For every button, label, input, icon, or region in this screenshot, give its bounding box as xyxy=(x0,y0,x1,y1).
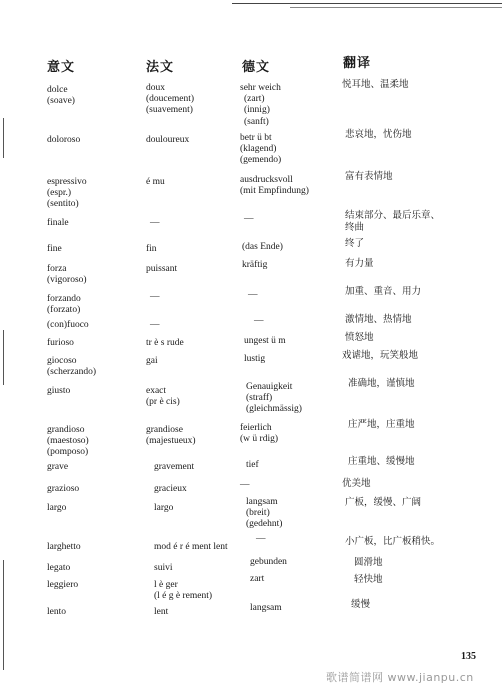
cell-german xyxy=(250,603,282,614)
binding-edge-mark xyxy=(3,330,4,385)
cell-line: gebunden xyxy=(250,557,287,567)
cell-line: douloureux xyxy=(146,135,190,145)
cell-line: (pr è cis) xyxy=(146,397,180,408)
cell-line: (espr.) xyxy=(47,188,72,199)
cell-german xyxy=(246,460,259,471)
cell-translation xyxy=(348,419,415,431)
cell-line: lent xyxy=(154,607,169,617)
cell-translation xyxy=(354,557,383,569)
cell-line: forzando xyxy=(47,294,81,304)
cell-line: 广板，缓慢、广阔 xyxy=(345,497,422,508)
cell-line: larghetto xyxy=(47,542,81,552)
cell-line: é mu xyxy=(146,177,165,187)
cell-line: (scherzando) xyxy=(47,367,97,378)
cell-french xyxy=(154,563,172,574)
cell-italian xyxy=(47,503,66,514)
cell-italian xyxy=(47,484,79,495)
cell-line: — xyxy=(256,534,266,544)
cell-line: doux xyxy=(146,83,165,93)
cell-translation xyxy=(345,210,440,234)
cell-german xyxy=(250,574,264,585)
cell-line: (sanft) xyxy=(244,116,269,127)
cell-line: betr ü bt xyxy=(240,133,272,143)
binding-edge-mark xyxy=(3,560,4,670)
cell-italian xyxy=(47,264,87,286)
cell-german xyxy=(254,316,264,327)
cell-line: gravement xyxy=(154,462,195,472)
cell-italian xyxy=(47,135,80,146)
cell-line: 圆滑地 xyxy=(354,557,383,568)
cell-italian xyxy=(47,607,66,618)
cell-line: (pomposo) xyxy=(47,447,89,458)
cell-line: (suavement) xyxy=(146,105,193,116)
cell-line: langsam xyxy=(246,497,278,507)
cell-line: zart xyxy=(250,574,265,584)
cell-italian xyxy=(47,563,70,574)
cell-italian xyxy=(47,386,70,397)
cell-line: langsam xyxy=(250,603,282,613)
cell-line: furioso xyxy=(47,338,74,348)
cell-french xyxy=(154,503,173,514)
cell-translation xyxy=(345,129,412,141)
cell-line: 缓慢 xyxy=(351,599,371,610)
header-italian: 意文 xyxy=(47,60,76,75)
cell-line: leggiero xyxy=(47,580,79,590)
cell-translation xyxy=(354,574,383,586)
cell-translation xyxy=(345,258,374,270)
cell-line: giocoso xyxy=(47,356,77,366)
cell-line: 小广板，比广板稍快。 xyxy=(345,536,441,547)
cell-line: 准确地，谨慎地 xyxy=(348,378,415,389)
cell-line: 庄重地、缓慢地 xyxy=(348,456,415,467)
cell-line: (gedehnt) xyxy=(246,519,283,530)
cell-line: 结束部分、最后乐章、 xyxy=(345,210,441,221)
cell-line: (l é g è rement) xyxy=(154,591,213,602)
cell-line: — xyxy=(150,292,160,302)
cell-line: 终了 xyxy=(345,238,365,249)
cell-line: lustig xyxy=(244,354,266,364)
cell-italian xyxy=(47,320,89,331)
cell-line: (maestoso) xyxy=(47,436,89,447)
cell-line: — xyxy=(150,218,160,228)
cell-line: dolce xyxy=(47,85,68,95)
cell-line: lento xyxy=(47,607,66,617)
binding-edge-mark xyxy=(3,118,4,158)
cell-german xyxy=(244,214,254,225)
header-translation: 翻译 xyxy=(343,56,372,71)
cell-line: l è ger xyxy=(154,580,178,590)
cell-translation xyxy=(342,350,418,362)
cell-translation xyxy=(345,171,393,183)
cell-line: ausdrucksvoll xyxy=(240,175,293,185)
cell-line: (das Ende) xyxy=(242,242,283,252)
cell-translation xyxy=(345,314,412,326)
cell-italian xyxy=(47,177,87,211)
cell-line: (straff) xyxy=(246,393,273,404)
header-french: 法文 xyxy=(146,60,175,75)
cell-line: tief xyxy=(246,460,259,470)
cell-translation xyxy=(348,378,415,390)
cell-line: grandiose xyxy=(146,425,183,435)
cell-french xyxy=(154,542,228,553)
cell-line: 庄严地，庄重地 xyxy=(348,419,415,430)
cell-line: (con)fuoco xyxy=(47,320,89,330)
cell-line: 愤怒地 xyxy=(345,332,374,343)
cell-line: (gleichmässig) xyxy=(246,404,302,415)
cell-line: (sentito) xyxy=(47,199,79,210)
cell-german xyxy=(242,260,267,271)
cell-line: doloroso xyxy=(47,135,81,145)
cell-german xyxy=(248,290,258,301)
cell-line: (breit) xyxy=(246,508,270,519)
cell-line: ungest ü m xyxy=(244,336,286,346)
cell-german xyxy=(240,423,278,445)
cell-line: Genauigkeit xyxy=(246,382,293,392)
top-rule xyxy=(232,3,502,4)
cell-line: giusto xyxy=(47,386,71,396)
cell-translation xyxy=(348,456,415,468)
header-german: 德文 xyxy=(242,60,271,75)
cell-italian xyxy=(47,462,68,473)
cell-line: grandioso xyxy=(47,425,85,435)
cell-line: largo xyxy=(47,503,67,513)
cell-line: 有力量 xyxy=(345,258,374,269)
cell-line: kräftig xyxy=(242,260,268,270)
cell-italian xyxy=(47,425,89,459)
cell-line: sehr weich xyxy=(240,83,281,93)
cell-french xyxy=(150,292,160,303)
cell-line: finale xyxy=(47,218,69,228)
cell-translation xyxy=(345,497,421,509)
cell-line: (klagend) xyxy=(240,144,277,155)
cell-line: gai xyxy=(146,356,158,366)
cell-french xyxy=(146,264,177,275)
cell-translation xyxy=(345,238,364,250)
cell-italian xyxy=(47,338,74,349)
cell-translation xyxy=(345,286,421,298)
cell-french xyxy=(146,338,184,349)
cell-german xyxy=(244,354,265,365)
cell-italian xyxy=(47,85,75,107)
cell-line: suivi xyxy=(154,563,173,573)
cell-line: 激情地、热情地 xyxy=(345,314,412,325)
cell-line: feierlich xyxy=(240,423,272,433)
cell-line: fine xyxy=(47,244,62,254)
cell-line: 悦耳地、温柔地 xyxy=(342,79,409,90)
cell-french xyxy=(150,218,160,229)
cell-french xyxy=(146,135,189,146)
cell-translation xyxy=(345,332,374,344)
watermark: 歌谱简谱网 www.jianpu.cn xyxy=(326,671,474,684)
cell-line: tr è s rude xyxy=(146,338,184,348)
cell-line: 终曲 xyxy=(345,222,365,233)
cell-line: 戏谑地，玩笑般地 xyxy=(342,350,419,361)
cell-line: 加重、重音、用力 xyxy=(345,286,422,297)
cell-line: 优美地 xyxy=(342,478,371,489)
cell-italian xyxy=(47,580,78,591)
cell-line: (majestueux) xyxy=(146,436,196,447)
cell-german xyxy=(244,336,286,347)
cell-line: — xyxy=(254,316,264,326)
cell-line: mod é r é ment lent xyxy=(154,542,228,552)
cell-line: legato xyxy=(47,563,71,573)
cell-line: forza xyxy=(47,264,67,274)
cell-french xyxy=(146,244,157,255)
cell-line: (soave) xyxy=(47,96,75,107)
page-number: 135 xyxy=(461,651,476,662)
cell-german xyxy=(256,534,266,545)
cell-line: largo xyxy=(154,503,174,513)
cell-line: (zart) xyxy=(244,94,265,105)
cell-german xyxy=(246,382,302,416)
cell-german xyxy=(240,83,281,128)
cell-line: espressivo xyxy=(47,177,87,187)
cell-german xyxy=(240,480,250,491)
cell-line: (w ü rdig) xyxy=(240,434,278,445)
cell-german xyxy=(246,497,282,531)
cell-line: 轻快地 xyxy=(354,574,383,585)
cell-german xyxy=(240,133,281,167)
cell-line: exact xyxy=(146,386,167,396)
cell-line: grave xyxy=(47,462,69,472)
cell-french xyxy=(154,580,212,602)
cell-line: — xyxy=(240,480,250,490)
cell-translation xyxy=(351,599,370,611)
cell-line: (forzato) xyxy=(47,305,81,316)
cell-line: (mit Empfindung) xyxy=(240,186,309,197)
cell-line: (vigoroso) xyxy=(47,275,87,286)
cell-line: 富有表情地 xyxy=(345,171,393,182)
cell-french xyxy=(146,425,196,447)
cell-translation xyxy=(342,478,371,490)
cell-french xyxy=(146,83,194,117)
cell-line: — xyxy=(248,290,258,300)
top-rule-secondary xyxy=(290,7,502,8)
cell-french xyxy=(146,356,158,367)
cell-line: grazioso xyxy=(47,484,80,494)
cell-french xyxy=(150,320,160,331)
cell-translation xyxy=(345,536,440,548)
cell-german xyxy=(240,175,309,197)
cell-french xyxy=(154,607,168,618)
cell-italian xyxy=(47,294,81,316)
cell-line: — xyxy=(150,320,160,330)
cell-line: fin xyxy=(146,244,157,254)
cell-translation xyxy=(342,79,409,91)
cell-french xyxy=(146,386,180,408)
cell-line: (doucement) xyxy=(146,94,195,105)
cell-italian xyxy=(47,244,62,255)
cell-italian xyxy=(47,356,96,378)
cell-german xyxy=(242,242,283,253)
cell-line: — xyxy=(244,214,254,224)
cell-line: (innig) xyxy=(244,105,270,116)
cell-line: (gemendo) xyxy=(240,155,282,166)
cell-italian xyxy=(47,542,81,553)
cell-german xyxy=(250,557,287,568)
cell-line: gracieux xyxy=(154,484,187,494)
cell-line: 悲哀地，忧伤地 xyxy=(345,129,412,140)
cell-line: puissant xyxy=(146,264,178,274)
cell-french xyxy=(146,177,165,188)
cell-french xyxy=(154,484,187,495)
cell-french xyxy=(154,462,194,473)
cell-italian xyxy=(47,218,69,229)
